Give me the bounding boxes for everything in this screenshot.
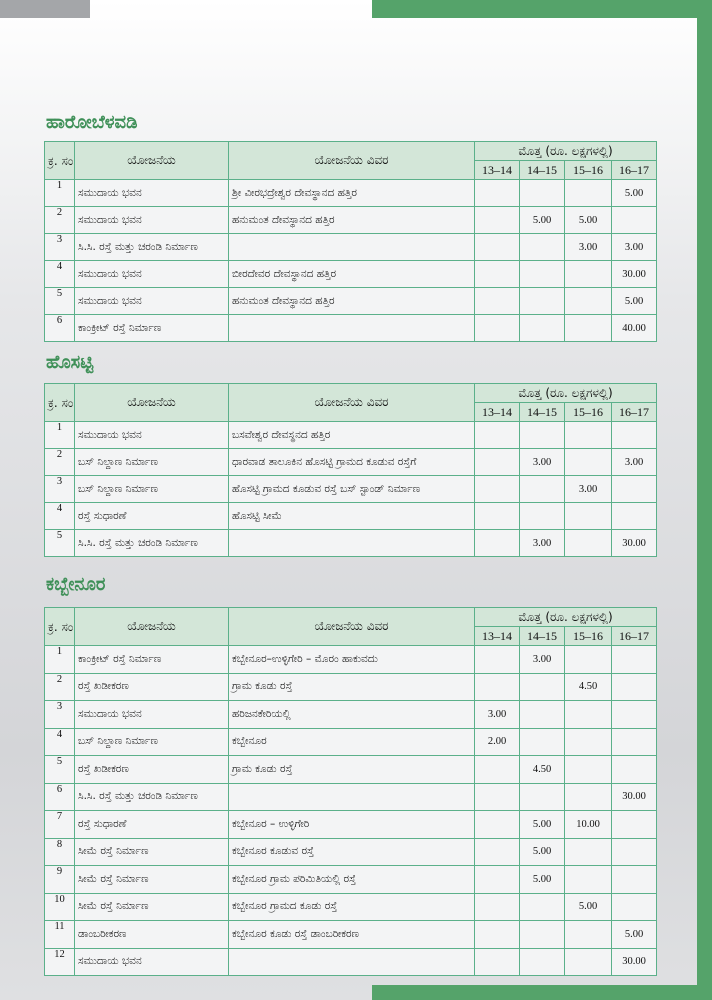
amount-cell bbox=[520, 288, 565, 315]
detail-cell: ಕಬ್ಬೇನೂರ–ಉಳ್ಳಿಗೇರಿ – ಮೊರಂ ಹಾಕುವದು bbox=[229, 646, 475, 674]
detail-cell: ಕಬ್ಬೇನೂರ ಕೂಡು ರಸ್ತೆ ಡಾಂಬರೀಕರಣ bbox=[229, 921, 475, 949]
amount-cell bbox=[565, 288, 612, 315]
amount-cell bbox=[612, 728, 657, 756]
amount-cell bbox=[612, 701, 657, 729]
scheme-cell: ಸಿ.ಸಿ. ರಸ್ತೆ ಮತ್ತು ಚರಂಡಿ ನಿರ್ಮಾಣ bbox=[75, 783, 229, 811]
amount-cell bbox=[565, 838, 612, 866]
amount-cell bbox=[612, 893, 657, 921]
amount-cell: 3.00 bbox=[475, 701, 520, 729]
serial-no-cell: 3 bbox=[45, 234, 75, 261]
detail-cell: ಕಬ್ಬೇನೂರ bbox=[229, 728, 475, 756]
amount-cell: 3.00 bbox=[520, 530, 565, 557]
amount-cell bbox=[475, 811, 520, 839]
scheme-cell: ಸೀಮೆ ರಸ್ತೆ ನಿರ್ಮಾಣ bbox=[75, 866, 229, 894]
header-serial-no: ಕ್ರ. ಸಂ bbox=[45, 384, 75, 422]
table-row bbox=[45, 783, 657, 811]
section-title: ಕಬ್ಬೇನೂರ bbox=[46, 574, 106, 595]
amount-cell bbox=[612, 503, 657, 530]
top-gray-bar bbox=[0, 0, 90, 18]
header-scheme-details: ಯೋಜನೆಯ ವಿವರ bbox=[229, 384, 475, 422]
section-title: ಹೊಸಟ್ಟಿ bbox=[46, 352, 94, 373]
amount-cell bbox=[565, 503, 612, 530]
scheme-cell: ಡಾಂಬರೀಕರಣ bbox=[75, 921, 229, 949]
scheme-cell: ಸಿ.ಸಿ. ರಸ್ತೆ ಮತ್ತು ಚರಂಡಿ ನಿರ್ಮಾಣ bbox=[75, 234, 229, 261]
amount-cell bbox=[475, 476, 520, 503]
scheme-cell: ಸಮುದಾಯ ಭವನ bbox=[75, 180, 229, 207]
table-row bbox=[45, 866, 657, 894]
amount-cell: 30.00 bbox=[612, 530, 657, 557]
amount-cell: 5.00 bbox=[520, 838, 565, 866]
serial-no-cell: 6 bbox=[45, 783, 75, 811]
scheme-cell: ಸಮುದಾಯ ಭವನ bbox=[75, 207, 229, 234]
amount-cell bbox=[475, 207, 520, 234]
serial-no-cell: 2 bbox=[45, 449, 75, 476]
amount-cell bbox=[612, 207, 657, 234]
amount-cell: 3.00 bbox=[565, 476, 612, 503]
amount-cell bbox=[475, 180, 520, 207]
header-scheme-details: ಯೋಜನೆಯ ವಿವರ bbox=[229, 608, 475, 646]
amount-cell bbox=[565, 866, 612, 894]
header-total-amount: ಮೊತ್ತ (ರೂ. ಲಕ್ಷಗಳಲ್ಲಿ) bbox=[475, 608, 657, 627]
amount-cell: 5.00 bbox=[612, 288, 657, 315]
header-total-amount: ಮೊತ್ತ (ರೂ. ಲಕ್ಷಗಳಲ್ಲಿ) bbox=[475, 384, 657, 403]
serial-no-cell: 6 bbox=[45, 315, 75, 342]
amount-cell bbox=[612, 673, 657, 701]
serial-no-cell: 4 bbox=[45, 728, 75, 756]
scheme-cell: ಸಮುದಾಯ ಭವನ bbox=[75, 422, 229, 449]
header-serial-no: ಕ್ರ. ಸಂ bbox=[45, 142, 75, 180]
amount-cell bbox=[565, 180, 612, 207]
amount-cell bbox=[475, 783, 520, 811]
amount-cell bbox=[475, 673, 520, 701]
amount-cell bbox=[520, 476, 565, 503]
scheme-cell: ರಸ್ತೆ ಸುಧಾರಣೆ bbox=[75, 811, 229, 839]
scheme-cell: ಸಮುದಾಯ ಭವನ bbox=[75, 261, 229, 288]
serial-no-cell: 10 bbox=[45, 893, 75, 921]
amount-cell: 3.00 bbox=[565, 234, 612, 261]
header-scheme-details: ಯೋಜನೆಯ ವಿವರ bbox=[229, 142, 475, 180]
amount-cell bbox=[565, 646, 612, 674]
header-year: 16–17 bbox=[612, 403, 657, 422]
header-year: 14–15 bbox=[520, 403, 565, 422]
header-year: 13–14 bbox=[475, 403, 520, 422]
table-row bbox=[45, 646, 657, 674]
amount-cell: 30.00 bbox=[612, 948, 657, 976]
amount-cell bbox=[520, 422, 565, 449]
amount-cell bbox=[475, 838, 520, 866]
amount-cell: 4.50 bbox=[565, 673, 612, 701]
header-year: 13–14 bbox=[475, 161, 520, 180]
scheme-cell: ಸಮುದಾಯ ಭವನ bbox=[75, 948, 229, 976]
amount-cell bbox=[612, 646, 657, 674]
amount-cell bbox=[520, 261, 565, 288]
amount-cell bbox=[520, 701, 565, 729]
amount-cell bbox=[612, 811, 657, 839]
table-row bbox=[45, 180, 657, 207]
amount-cell bbox=[565, 783, 612, 811]
header-year: 13–14 bbox=[475, 627, 520, 646]
right-green-stripe bbox=[697, 0, 712, 1000]
detail-cell bbox=[229, 948, 475, 976]
header-serial-no: ಕ್ರ. ಸಂ bbox=[45, 608, 75, 646]
scheme-cell: ರಸ್ತೆ ಸುಧಾರಣೆ bbox=[75, 503, 229, 530]
detail-cell: ಹೊಸಟ್ಟಿ ಗ್ರಾಮದ ಕೂಡುವ ರಸ್ತೆ ಬಸ್ ಸ್ಟಾಂಡ್ ನಿರ್ಮಾಣ bbox=[229, 476, 475, 503]
detail-cell: ಹನುಮಂತ ದೇವಸ್ಥಾನದ ಹತ್ತಿರ bbox=[229, 288, 475, 315]
amount-cell bbox=[475, 503, 520, 530]
table-row bbox=[45, 728, 657, 756]
detail-cell: ಕಬ್ಬೇನೂರ ಗ್ರಾಮದ ಕೂಡು ರಸ್ತೆ bbox=[229, 893, 475, 921]
header-year: 15–16 bbox=[565, 403, 612, 422]
serial-no-cell: 8 bbox=[45, 838, 75, 866]
detail-cell: ಗ್ರಾಮ ಕೂಡು ರಸ್ತೆ bbox=[229, 673, 475, 701]
amount-cell bbox=[565, 728, 612, 756]
detail-cell: ಬೀರದೇವರ ದೇವಸ್ಥಾನದ ಹತ್ತಿರ bbox=[229, 261, 475, 288]
amount-cell bbox=[565, 530, 612, 557]
amount-cell: 3.00 bbox=[612, 234, 657, 261]
amount-cell: 5.00 bbox=[612, 180, 657, 207]
amount-cell: 30.00 bbox=[612, 261, 657, 288]
serial-no-cell: 1 bbox=[45, 422, 75, 449]
amount-cell bbox=[565, 756, 612, 784]
amount-cell bbox=[520, 315, 565, 342]
table-row bbox=[45, 234, 657, 261]
serial-no-cell: 4 bbox=[45, 503, 75, 530]
amount-cell bbox=[475, 948, 520, 976]
scheme-cell: ಬಸ್ ನಿಲ್ದಾಣ ನಿರ್ಮಾಣ bbox=[75, 728, 229, 756]
amount-cell bbox=[475, 646, 520, 674]
serial-no-cell: 11 bbox=[45, 921, 75, 949]
scheme-cell: ಕಾಂಕ್ರೀಟ್ ರಸ್ತೆ ನಿರ್ಮಾಣ bbox=[75, 646, 229, 674]
header-year: 14–15 bbox=[520, 627, 565, 646]
amount-cell bbox=[520, 503, 565, 530]
header-scheme: ಯೋಜನೆಯ bbox=[75, 608, 229, 646]
amount-cell bbox=[565, 315, 612, 342]
detail-cell: ಕಬ್ಬೇನೂರ ಗ್ರಾಮ ಪರಿಮಿತಿಯಲ್ಲಿ ರಸ್ತೆ bbox=[229, 866, 475, 894]
serial-no-cell: 12 bbox=[45, 948, 75, 976]
amount-cell: 3.00 bbox=[612, 449, 657, 476]
scheme-cell: ಸಮುದಾಯ ಭವನ bbox=[75, 701, 229, 729]
amount-cell bbox=[565, 422, 612, 449]
serial-no-cell: 1 bbox=[45, 180, 75, 207]
amount-cell bbox=[475, 288, 520, 315]
amount-cell: 5.00 bbox=[520, 207, 565, 234]
amount-cell bbox=[475, 234, 520, 261]
amount-cell bbox=[520, 893, 565, 921]
scheme-cell: ಸೀಮೆ ರಸ್ತೆ ನಿರ್ಮಾಣ bbox=[75, 893, 229, 921]
amount-cell: 10.00 bbox=[565, 811, 612, 839]
detail-cell: ಧಾರವಾಡ ತಾಲೂಕಿನ ಹೊಸಟ್ಟಿ ಗ್ರಾಮದ ಕೂಡುವ ರಸ್ತೆಗೆ bbox=[229, 449, 475, 476]
table-row bbox=[45, 476, 657, 503]
detail-cell: ಶ್ರೀ ವೀರಭದ್ರೇಶ್ವರ ದೇವಸ್ಥಾನದ ಹತ್ತಿರ bbox=[229, 180, 475, 207]
header-year: 16–17 bbox=[612, 627, 657, 646]
scheme-cell: ಸಿ.ಸಿ. ರಸ್ತೆ ಮತ್ತು ಚರಂಡಿ ನಿರ್ಮಾಣ bbox=[75, 530, 229, 557]
amount-cell: 4.50 bbox=[520, 756, 565, 784]
amount-cell bbox=[520, 948, 565, 976]
amount-cell bbox=[475, 530, 520, 557]
serial-no-cell: 2 bbox=[45, 673, 75, 701]
amount-cell bbox=[520, 673, 565, 701]
bottom-green-bar bbox=[372, 985, 712, 1000]
detail-cell: ಹೊಸಟ್ಟಿ ಸೀಮೆ bbox=[229, 503, 475, 530]
top-green-bar bbox=[372, 0, 712, 18]
amount-cell: 5.00 bbox=[565, 207, 612, 234]
table-row bbox=[45, 503, 657, 530]
detail-cell: ಹರಿಜನಕೇರಿಯಲ್ಲಿ bbox=[229, 701, 475, 729]
scheme-cell: ರಸ್ತೆ ಖಡೀಕರಣ bbox=[75, 756, 229, 784]
amount-cell: 30.00 bbox=[612, 783, 657, 811]
amount-cell: 5.00 bbox=[520, 866, 565, 894]
amount-cell bbox=[612, 866, 657, 894]
amount-cell bbox=[565, 261, 612, 288]
table-row bbox=[45, 701, 657, 729]
header-year: 15–16 bbox=[565, 627, 612, 646]
amount-cell bbox=[520, 921, 565, 949]
amount-cell bbox=[475, 921, 520, 949]
amount-cell bbox=[565, 449, 612, 476]
detail-cell: ಹನುಮಂತ ದೇವಸ್ಥಾನದ ಹತ್ತಿರ bbox=[229, 207, 475, 234]
serial-no-cell: 5 bbox=[45, 756, 75, 784]
table-row bbox=[45, 449, 657, 476]
header-year: 16–17 bbox=[612, 161, 657, 180]
header-scheme: ಯೋಜನೆಯ bbox=[75, 384, 229, 422]
detail-cell bbox=[229, 315, 475, 342]
serial-no-cell: 3 bbox=[45, 701, 75, 729]
serial-no-cell: 7 bbox=[45, 811, 75, 839]
works-table bbox=[44, 141, 657, 342]
header-year: 15–16 bbox=[565, 161, 612, 180]
table-row bbox=[45, 422, 657, 449]
serial-no-cell: 3 bbox=[45, 476, 75, 503]
amount-cell bbox=[565, 948, 612, 976]
amount-cell bbox=[475, 315, 520, 342]
scheme-cell: ಸೀಮೆ ರಸ್ತೆ ನಿರ್ಮಾಣ bbox=[75, 838, 229, 866]
table-row bbox=[45, 838, 657, 866]
amount-cell: 5.00 bbox=[520, 811, 565, 839]
serial-no-cell: 4 bbox=[45, 261, 75, 288]
amount-cell bbox=[475, 893, 520, 921]
header-total-amount: ಮೊತ್ತ (ರೂ. ಲಕ್ಷಗಳಲ್ಲಿ) bbox=[475, 142, 657, 161]
works-table bbox=[44, 383, 657, 557]
amount-cell bbox=[520, 180, 565, 207]
serial-no-cell: 2 bbox=[45, 207, 75, 234]
amount-cell bbox=[520, 728, 565, 756]
amount-cell bbox=[520, 234, 565, 261]
amount-cell: 5.00 bbox=[565, 893, 612, 921]
table-row bbox=[45, 288, 657, 315]
amount-cell bbox=[612, 838, 657, 866]
amount-cell bbox=[565, 701, 612, 729]
amount-cell: 3.00 bbox=[520, 646, 565, 674]
scheme-cell: ಬಸ್ ನಿಲ್ದಾಣ ನಿರ್ಮಾಣ bbox=[75, 449, 229, 476]
table-row bbox=[45, 673, 657, 701]
table-row bbox=[45, 948, 657, 976]
works-table bbox=[44, 607, 657, 976]
table-row bbox=[45, 530, 657, 557]
detail-cell bbox=[229, 783, 475, 811]
table-row bbox=[45, 811, 657, 839]
amount-cell bbox=[475, 449, 520, 476]
detail-cell bbox=[229, 530, 475, 557]
amount-cell: 3.00 bbox=[520, 449, 565, 476]
header-scheme: ಯೋಜನೆಯ bbox=[75, 142, 229, 180]
serial-no-cell: 1 bbox=[45, 646, 75, 674]
table-row bbox=[45, 893, 657, 921]
serial-no-cell: 9 bbox=[45, 866, 75, 894]
amount-cell: 5.00 bbox=[612, 921, 657, 949]
amount-cell bbox=[565, 921, 612, 949]
detail-cell: ಕಬ್ಬೇನೂರ – ಉಳ್ಳಿಗೇರಿ bbox=[229, 811, 475, 839]
table-row bbox=[45, 921, 657, 949]
amount-cell bbox=[475, 422, 520, 449]
section-title: ಹಾರೋಬೆಳವಡಿ bbox=[46, 112, 138, 133]
scheme-cell: ಬಸ್ ನಿಲ್ದಾಣ ನಿರ್ಮಾಣ bbox=[75, 476, 229, 503]
detail-cell: ಕಬ್ಬೇನೂರ ಕೂಡುವ ರಸ್ತೆ bbox=[229, 838, 475, 866]
scheme-cell: ಕಾಂಕ್ರೀಟ್ ರಸ್ತೆ ನಿರ್ಮಾಣ bbox=[75, 315, 229, 342]
amount-cell bbox=[612, 476, 657, 503]
serial-no-cell: 5 bbox=[45, 288, 75, 315]
amount-cell bbox=[612, 756, 657, 784]
serial-no-cell: 5 bbox=[45, 530, 75, 557]
amount-cell bbox=[475, 866, 520, 894]
header-year: 14–15 bbox=[520, 161, 565, 180]
scheme-cell: ಸಮುದಾಯ ಭವನ bbox=[75, 288, 229, 315]
table-row bbox=[45, 315, 657, 342]
detail-cell: ಬಸವೇಶ್ವರ ದೇವಸ್ಥನದ ಹತ್ತಿರ bbox=[229, 422, 475, 449]
table-row bbox=[45, 261, 657, 288]
amount-cell: 2.00 bbox=[475, 728, 520, 756]
amount-cell bbox=[475, 261, 520, 288]
table-row bbox=[45, 207, 657, 234]
amount-cell: 40.00 bbox=[612, 315, 657, 342]
table-row bbox=[45, 756, 657, 784]
amount-cell bbox=[475, 756, 520, 784]
detail-cell: ಗ್ರಾಮ ಕೂಡು ರಸ್ತೆ bbox=[229, 756, 475, 784]
amount-cell bbox=[612, 422, 657, 449]
detail-cell bbox=[229, 234, 475, 261]
scheme-cell: ರಸ್ತೆ ಖಡೀಕರಣ bbox=[75, 673, 229, 701]
amount-cell bbox=[520, 783, 565, 811]
